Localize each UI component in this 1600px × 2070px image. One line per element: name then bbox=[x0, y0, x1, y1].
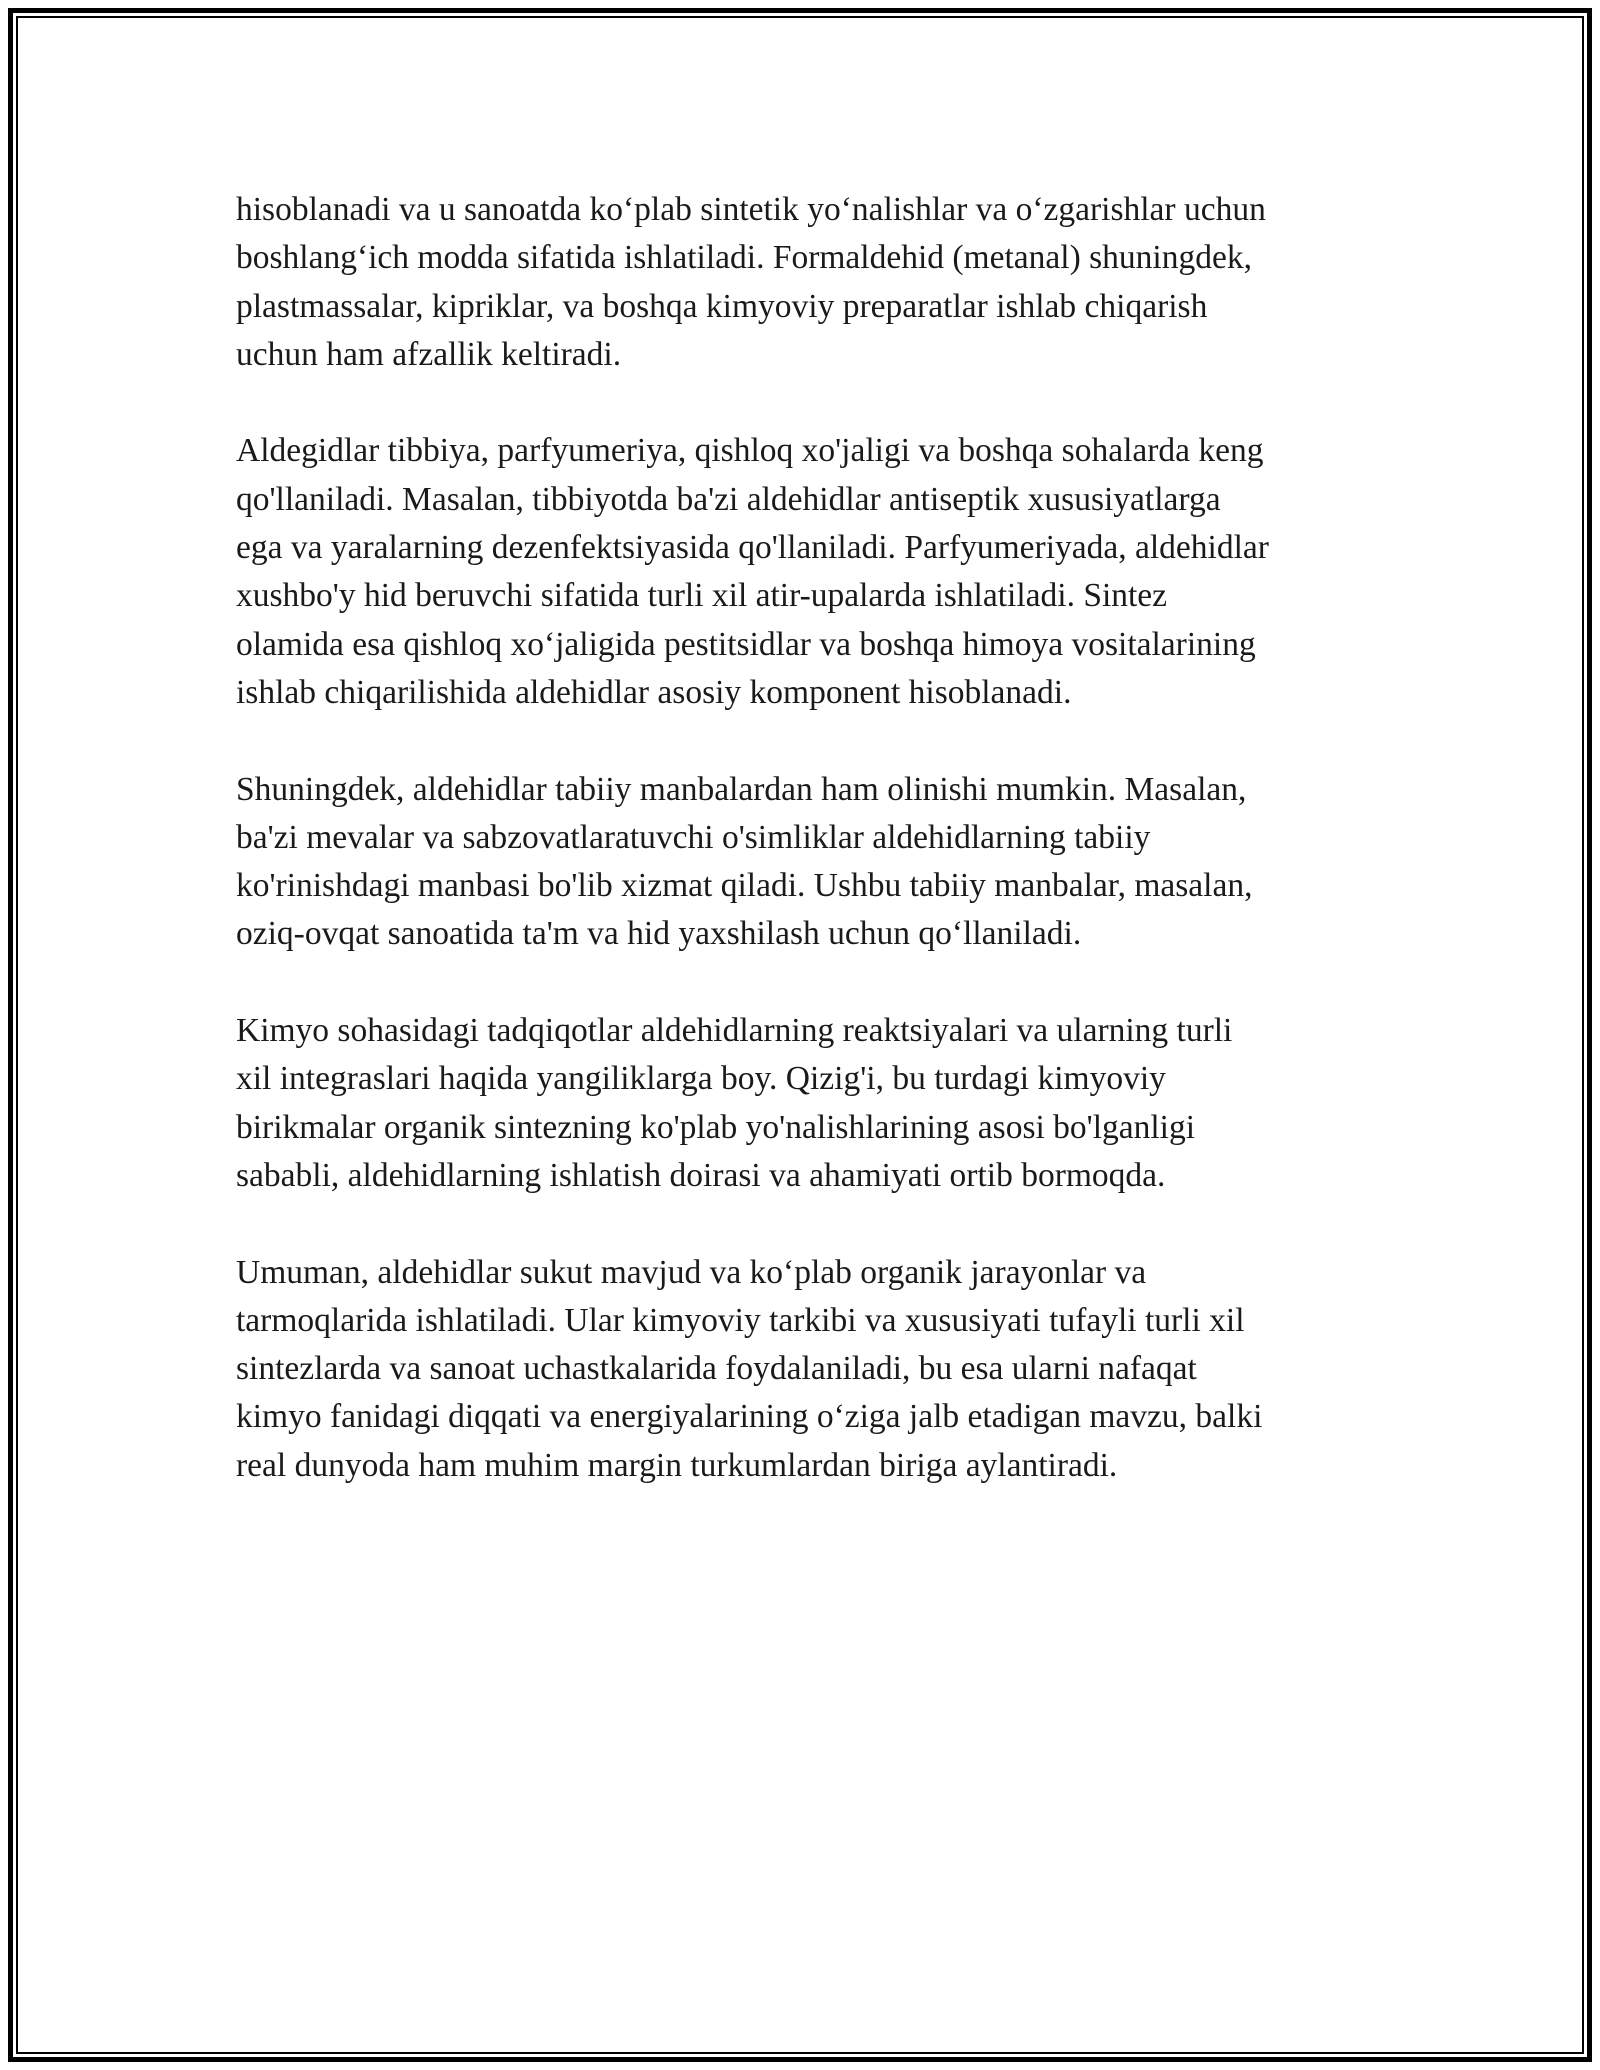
paragraph-3: Shuningdek, aldehidlar tabiiy manbalardan ham olinishi mumkin. Masalan, ba'zi mevalar va sabzovatlaratuvchi o'simliklar aldehidlarning tabiiy ko'rinishdagi manbasi bo'lib xizmat qiladi. Ushbu tabiiy manbalar, masalan, oziq-ovqat sanoatida ta'm va hid yaxshilash uchun qo‘llaniladi. bbox=[236, 770, 1253, 953]
paragraph-1: hisoblanadi va u sanoatda ko‘plab sintetik yo‘nalishlar va o‘zgarishlar uchun boshlang‘ich modda sifatida ishlatiladi. Formaldehid (metanal) shuningdek, plastmassalar, kipriklar, va boshqa kimyoviy preparatlar ishlab chiqarish uchun ham afzallik keltiradi. bbox=[236, 191, 1266, 373]
paragraph-4: Kimyo sohasidagi tadqiqotlar aldehidlarning reaktsiyalari va ularning turli xil integraslari haqida yangiliklarga boy. Qizig'i, bu turdagi kimyoviy birikmalar organik sintezning ko'plab yo'nalishlarining asosi bo'lganligi sababli, aldehidlarning ishlatish doirasi va ahamiyati ortib bormoqda. bbox=[236, 1012, 1233, 1194]
paragraph-2: Aldegidlar tibbiya, parfyumeriya, qishloq xo'jaligi va boshqa sohalarda keng qo'llaniladi. Masalan, tibbiyotda ba'zi aldehidlar antiseptik xususiyatlarga ega va yaralarning dezenfektsiyasida qo'llaniladi. Parfyumeriyada, aldehidlar xushbo'y hid beruvchi sifatida turli xil atir-upalarda ishlatiladi. Sintez olamida esa qishloq xo‘jaligida pestitsidlar va boshqa himoya vositalarining ishlab chiqarilishida aldehidlar asosiy komponent hisoblanadi. bbox=[236, 432, 1269, 711]
paragraph-5: Umuman, aldehidlar sukut mavjud va ko‘plab organik jarayonlar va tarmoqlarida ishlatiladi. Ular kimyoviy tarkibi va xususiyati tufayli turli xil sintezlarda va sanoat uchastkalarida foydalaniladi, bu esa ularni nafaqat kimyo fanidagi diqqati va energiyalarining o‘ziga jalb etadigan mavzu, balki real dunyoda ham muhim margin turkumlardan biriga aylantiradi. bbox=[236, 1253, 1263, 1484]
document-body bbox=[236, 186, 1376, 1538]
